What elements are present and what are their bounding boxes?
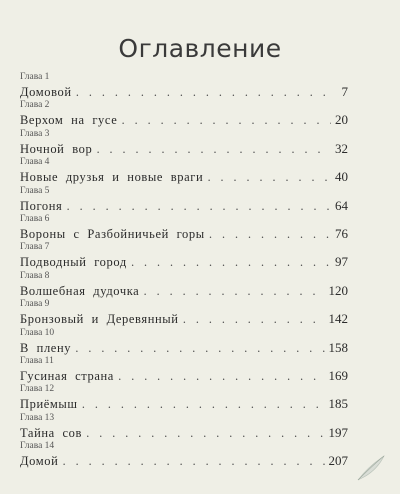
dot-leader [76, 84, 334, 101]
dot-leader [86, 425, 324, 442]
toc-entry[interactable] [20, 72, 348, 100]
toc-row [20, 253, 348, 270]
chapter-label: Глава 10 [20, 327, 55, 338]
chapter-label: Глава 4 [20, 157, 50, 168]
chapter-label: Глава 8 [20, 270, 50, 281]
chapter-title: Ночной вор [20, 141, 93, 156]
page-number: 40 [335, 169, 348, 185]
feather-icon [354, 450, 388, 484]
page-number: 169 [328, 367, 348, 383]
toc-row [20, 111, 348, 128]
dot-leader [66, 198, 331, 215]
chapter-title: Домовой [20, 85, 72, 99]
chapter-label: Глава 3 [20, 128, 50, 139]
dot-leader [82, 396, 325, 413]
chapter-title: Вороны с Разбойничьей горы [20, 226, 205, 241]
chapter-label: Глава 5 [20, 185, 50, 196]
chapter-title: Подводный город [20, 255, 127, 270]
toc-row [20, 225, 348, 242]
chapter-title: Новые друзья и новые враги [20, 170, 204, 185]
page-number: 142 [328, 311, 348, 327]
toc-entry[interactable] [20, 384, 348, 412]
chapter-title: Погоня [20, 198, 63, 213]
toc-row [20, 339, 348, 356]
table-of-contents [20, 72, 348, 469]
page-number: 185 [328, 396, 348, 412]
toc-entry[interactable] [20, 100, 348, 128]
chapter-title: Гусиная страна [20, 368, 114, 383]
toc-row [20, 452, 348, 469]
chapter-label: Глава 14 [20, 441, 55, 452]
toc-row [20, 424, 348, 441]
dot-leader [143, 283, 324, 300]
dot-leader [75, 340, 324, 357]
chapter-title: Домой [20, 454, 59, 469]
page-number: 97 [335, 254, 348, 270]
toc-row [20, 140, 348, 157]
chapter-label: Глава 1 [20, 72, 50, 82]
toc-row [20, 367, 348, 384]
toc-entry[interactable] [20, 356, 348, 384]
page-number: 76 [335, 225, 348, 241]
dot-leader [118, 368, 325, 385]
chapter-label: Глава 2 [20, 100, 50, 111]
toc-entry[interactable] [20, 328, 348, 356]
chapter-label: Глава 6 [20, 213, 50, 224]
page-number: 197 [328, 424, 348, 440]
page-number: 64 [335, 197, 348, 213]
dot-leader [96, 141, 331, 158]
chapter-title: Тайна сов [20, 425, 83, 440]
dot-leader [183, 311, 325, 328]
chapter-label: Глава 9 [20, 299, 50, 310]
toc-row [20, 310, 348, 327]
toc-row [20, 168, 348, 185]
chapter-title: Верхом на гусе [20, 113, 118, 128]
chapter-label: Глава 11 [20, 355, 54, 366]
dot-leader [62, 453, 324, 470]
chapter-title: Бронзовый и Деревянный [20, 312, 179, 327]
toc-entry[interactable] [20, 186, 348, 214]
chapter-title: Волшебная дудочка [20, 283, 140, 298]
dot-leader [209, 226, 331, 243]
chapter-label: Глава 7 [20, 242, 50, 253]
toc-entry[interactable] [20, 214, 348, 242]
toc-entry[interactable] [20, 299, 348, 327]
toc-entry[interactable] [20, 413, 348, 441]
chapter-title: Приёмыш [20, 397, 78, 412]
chapter-label: Глава 12 [20, 384, 55, 395]
chapter-label: Глава 13 [20, 412, 55, 423]
toc-entry[interactable] [20, 441, 348, 469]
dot-leader [121, 112, 331, 129]
page-number: 32 [335, 140, 348, 156]
page-number: 120 [328, 282, 348, 298]
toc-row [20, 395, 348, 412]
toc-entry[interactable] [20, 271, 348, 299]
page-title: Оглавление [118, 34, 282, 63]
toc-entry[interactable] [20, 129, 348, 157]
toc-entry[interactable] [20, 157, 348, 185]
dot-leader [207, 169, 331, 186]
toc-row [20, 83, 348, 100]
toc-row [20, 282, 348, 299]
toc-entry[interactable] [20, 242, 348, 270]
page-number: 207 [328, 453, 348, 469]
chapter-title: В плену [20, 340, 72, 355]
page-number: 20 [335, 112, 348, 128]
dot-leader [131, 254, 331, 271]
toc-row [20, 197, 348, 214]
page-number: 158 [328, 339, 348, 355]
page-number: 7 [341, 84, 348, 99]
